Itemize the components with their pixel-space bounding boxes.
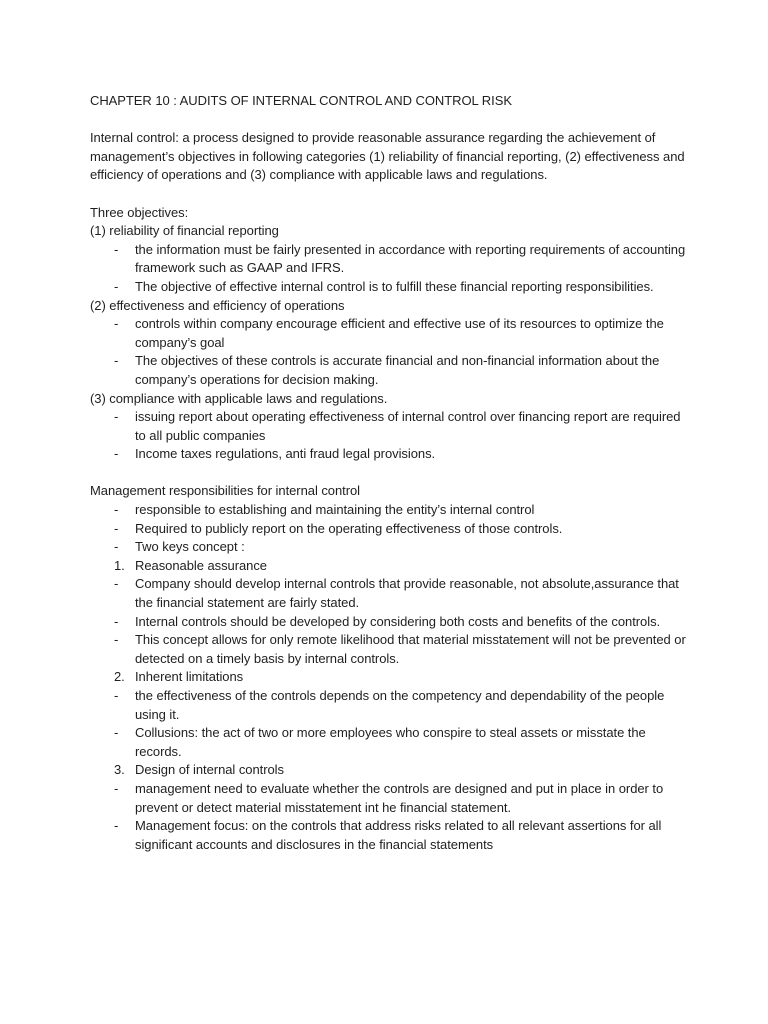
list-item	[90, 631, 690, 668]
list-marker: 3.	[114, 762, 125, 778]
list-marker: -	[114, 725, 119, 741]
list-item-text: Income taxes regulations, anti fraud legal provisions.	[135, 446, 436, 462]
list-marker: -	[114, 613, 119, 629]
list-item-text: Company should develop internal controls that provide reasonable, not absolute,assurance that the financial statement are fairly stated.	[135, 576, 679, 611]
list-item	[90, 520, 690, 539]
bullet-dash: -	[114, 446, 119, 462]
list-marker: -	[114, 688, 119, 703]
list-item-text: The objective of effective internal control is to fulfill these financial reporting responsibilities.	[135, 278, 654, 294]
intro-paragraph: Internal control: a process designed to provide reasonable assurance regarding the achievement of management’s objectives in following categories (1) reliability of financial reporting, (2) effectiveness and efficiency of operations and (3) compliance with applicable laws and regulations.	[90, 130, 685, 183]
list-item	[90, 613, 690, 632]
list-marker: -	[114, 576, 119, 592]
objective-2-label: (2) effectiveness and efficiency of operations	[90, 297, 345, 313]
bullet-dash: -	[114, 241, 119, 257]
list-item-text: management need to evaluate whether the controls are designed and put in place in order to prevent or detect material misstatement int he financial statement.	[135, 780, 664, 815]
list-item	[90, 780, 690, 817]
list-item	[90, 687, 690, 724]
bullet-dash: -	[114, 278, 119, 294]
chapter-title: CHAPTER 10 : AUDITS OF INTERNAL CONTROL AND CONTROL RISK	[90, 93, 512, 108]
list-item-text: issuing report about operating effectiveness of internal control over financing report are required to all public companies	[135, 409, 681, 443]
list-item-text: Collusions: the act of two or more employees who conspire to steal assets or misstate the records.	[135, 725, 646, 759]
objective-3-label: (3) compliance with applicable laws and regulations.	[90, 390, 388, 406]
list-item	[90, 668, 690, 687]
list-marker: -	[114, 502, 119, 518]
list-item-text: Reasonable assurance	[135, 557, 267, 573]
list-marker: -	[114, 632, 119, 648]
objective-1-label: (1) reliability of financial reporting	[90, 223, 279, 239]
list-marker: -	[114, 780, 119, 796]
list-item	[90, 501, 690, 520]
list-marker: -	[114, 539, 119, 555]
list-item	[90, 408, 690, 445]
list-marker: -	[114, 520, 119, 536]
list-item-text: Required to publicly report on the operating effectiveness of those controls.	[135, 520, 563, 536]
list-marker: -	[114, 818, 119, 834]
list-marker: 2.	[114, 669, 125, 685]
list-item-text: the effectiveness of the controls depends on the competency and dependability of the people using it.	[135, 688, 665, 722]
management-heading: Management responsibilities for internal control	[90, 483, 361, 499]
list-item-text: Internal controls should be developed by considering both costs and benefits of the controls.	[135, 613, 661, 629]
list-item	[90, 241, 690, 278]
list-item-text: Management focus: on the controls that address risks related to all relevant assertions for all significant accounts and disclosures in the financial statements	[135, 818, 662, 852]
document-page	[90, 92, 690, 873]
list-item	[90, 557, 690, 576]
bullet-dash: -	[114, 409, 119, 425]
list-item-text: controls within company encourage efficient and effective use of its resources to optimize the company’s goal	[135, 316, 664, 350]
list-marker: 1.	[114, 557, 125, 573]
list-item	[90, 445, 690, 464]
list-item-text: Inherent limitations	[135, 669, 244, 685]
list-item-text: Two keys concept :	[135, 539, 245, 555]
list-item	[90, 575, 690, 612]
list-item	[90, 538, 690, 557]
bullet-dash: -	[114, 353, 119, 369]
list-item-text: Design of internal controls	[135, 762, 284, 778]
bullet-dash: -	[114, 316, 119, 332]
list-item	[90, 724, 690, 761]
list-item-text: responsible to establishing and maintaining the entity’s internal control	[135, 502, 535, 518]
list-item-text: This concept allows for only remote likelihood that material misstatement will not be prevented or detected on a timely basis by internal controls.	[135, 632, 686, 666]
objectives-section	[90, 204, 690, 464]
list-item-text: The objectives of these controls is accurate financial and non-financial information about the company’s operations for decision making.	[135, 353, 660, 387]
list-item	[90, 315, 690, 352]
list-item	[90, 352, 690, 389]
list-item	[90, 761, 690, 780]
list-item	[90, 817, 690, 854]
list-item-text: the information must be fairly presented in accordance with reporting requirements of accounting framework such as GAAP and IFRS.	[135, 241, 686, 276]
list-item	[90, 278, 690, 297]
objectives-heading: Three objectives:	[90, 204, 189, 220]
management-section	[90, 482, 690, 854]
